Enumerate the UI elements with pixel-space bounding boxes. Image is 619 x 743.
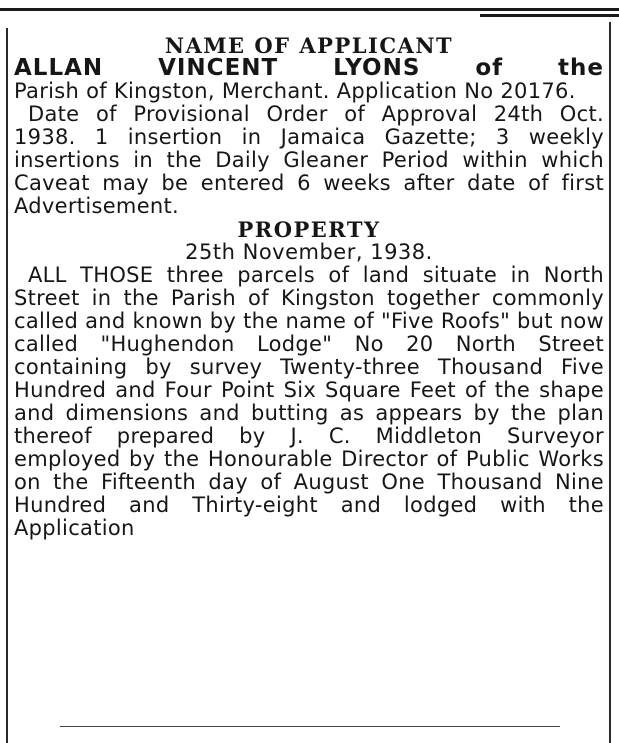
applicant-name-word: VINCENT — [158, 55, 279, 81]
top-rule-short — [480, 14, 619, 17]
right-column-rule — [609, 22, 611, 743]
applicant-name-word: the — [558, 55, 604, 81]
applicant-name-word: ALLAN — [14, 55, 104, 81]
applicant-details: Parish of Kingston, Merchant. Application No 20176. — [14, 79, 576, 103]
property-heading: PROPERTY — [237, 217, 381, 242]
applicant-name-word: LYONS — [333, 55, 421, 81]
left-column-rule — [6, 28, 8, 743]
provisional-order-text: Date of Provisional Order of Approval 24th Oct. 1938. 1 insertion in Jamaica Gazette; 3 weekly insertions in the Daily Gleaner Period within which Caveat may be entered 6 weeks after date of first Advertisement. — [14, 102, 604, 218]
applicant-heading: NAME OF APPLICANT — [164, 33, 454, 58]
applicant-name-line — [14, 57, 604, 80]
legal-notice-clipping — [14, 34, 604, 540]
top-rule — [0, 8, 619, 11]
bottom-rule — [60, 726, 560, 727]
property-description: ALL THOSE three parcels of land situate in North Street in the Parish of Kingston together commonly called and known by the name of "Five Roofs" but now called "Hughendon Lodge" No 20 North Street containing by survey Twenty-three Thousand Five Hundred and Four Point Six Square Feet of the shape and dimensions and butting as appears by the plan thereof prepared by J. C. Middleton Surveyor employed by the Honourable Director of Public Works on the Fifteenth day of August One Thousand Nine Hundred and Thirty-eight and lodged with the Application — [14, 263, 604, 540]
property-date: 25th November, 1938. — [185, 240, 433, 264]
applicant-name-word: of — [475, 55, 504, 81]
